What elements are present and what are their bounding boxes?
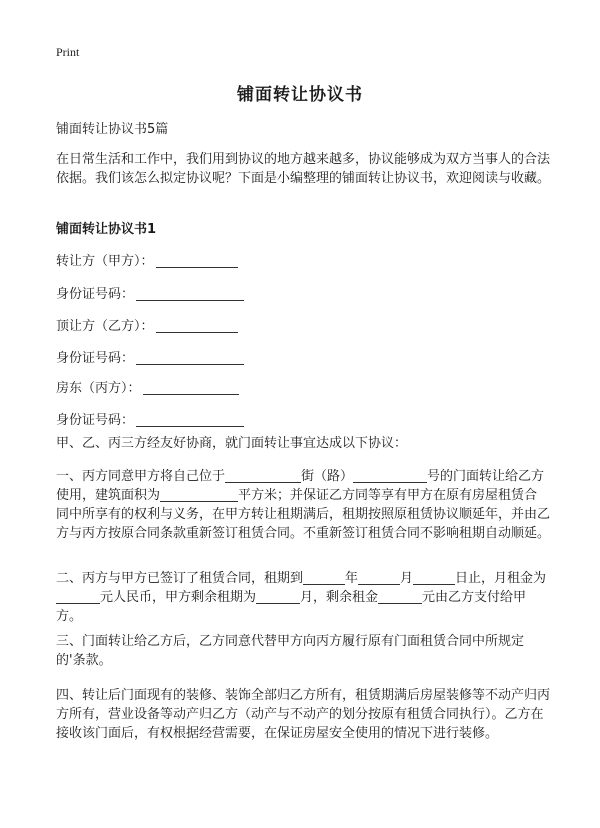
clause-text: 元人民币，甲方剩余租期为 [100,590,257,605]
clause-text: 月 [400,571,414,586]
fill-in-line [136,286,244,301]
fill-in-line [156,318,238,333]
clause-1 [56,467,550,543]
document-title: 铺面转让协议书 [237,85,363,105]
fill-in-line [303,571,345,585]
clause-text: 街（路） [301,469,354,484]
clause-text: 元由乙方支付给甲方。 [56,590,527,624]
clause-text: 年 [345,571,359,586]
clause-4: 四、转让后门面现有的装修、装饰全部归乙方所有，租赁期满后房屋装修等不动产归丙方所有，营业设备等动产归乙方（动产与不动产的划分按原有租赁合同执行）。乙方在接收该门面后，有权根据经营需要，在保证房屋安全使用的情况下进行装修。 [56,688,551,741]
fill-in-line [413,571,455,585]
clause-text: 平方米；并保证乙方同等享有甲方在原有房屋租赁合同中所享有的权利与义务，在甲方转让租期满后，租期按照原租赁协议顺延年，并由乙方与丙方按原合同条款重新签订租赁合同。不重新签订租赁合同不影响租期自动顺延。 [56,488,551,541]
field-transferor [56,250,238,269]
field-landlord [56,377,239,396]
field-label: 顶让方（乙方）： [56,319,154,334]
fill-in-line [136,350,244,365]
clause-3: 三、门面转让给乙方后，乙方同意代替甲方向丙方履行原有门面租赁合同中所规定的'条款。 [56,634,525,668]
fill-in-line [143,380,239,395]
agreement-intro: 甲、乙、丙三方经友好协商，就门面转让事宜达成以下协议： [56,436,408,451]
field-label: 身份证号码： [56,413,135,428]
section-heading: 铺面转让协议书1 [56,222,157,237]
clause-text: 一、丙方同意甲方将自己位于 [56,469,226,484]
fill-in-line [358,571,400,585]
document-subtitle: 铺面转让协议书5篇 [56,122,169,137]
fill-in-line [378,590,422,604]
fill-in-line [353,469,427,483]
field-id-number-c [56,409,244,428]
fill-in-line [156,253,238,268]
fill-in-line [225,469,301,483]
fill-in-line [160,488,238,502]
clause-text: 二、丙方与甲方已签订了租赁合同，租期到 [56,571,304,586]
clause-text: 日止，月租金为 [455,571,547,586]
fill-in-line [56,590,100,604]
print-link[interactable]: Print [56,45,80,59]
fill-in-line [256,590,300,604]
clause-text: 号的门面转让给乙方使用，建筑面积为 [56,469,545,503]
intro-paragraph: 在日常生活和工作中，我们用到协议的地方越来越多，协议能够成为双方当事人的合法依据。我们该怎么拟定协议呢？下面是小编整理的铺面转让协议书，欢迎阅读与收藏。 [56,152,551,186]
field-transferee [56,315,238,334]
field-id-number-a [56,283,244,302]
field-label: 房东（丙方）： [56,381,141,396]
field-label: 转让方（甲方）： [56,254,154,269]
field-label: 身份证号码： [56,287,135,302]
clause-text: 月，剩余租金 [300,590,379,605]
field-id-number-b [56,347,244,366]
field-label: 身份证号码： [56,351,135,366]
fill-in-line [136,412,244,427]
clause-2 [56,569,550,626]
